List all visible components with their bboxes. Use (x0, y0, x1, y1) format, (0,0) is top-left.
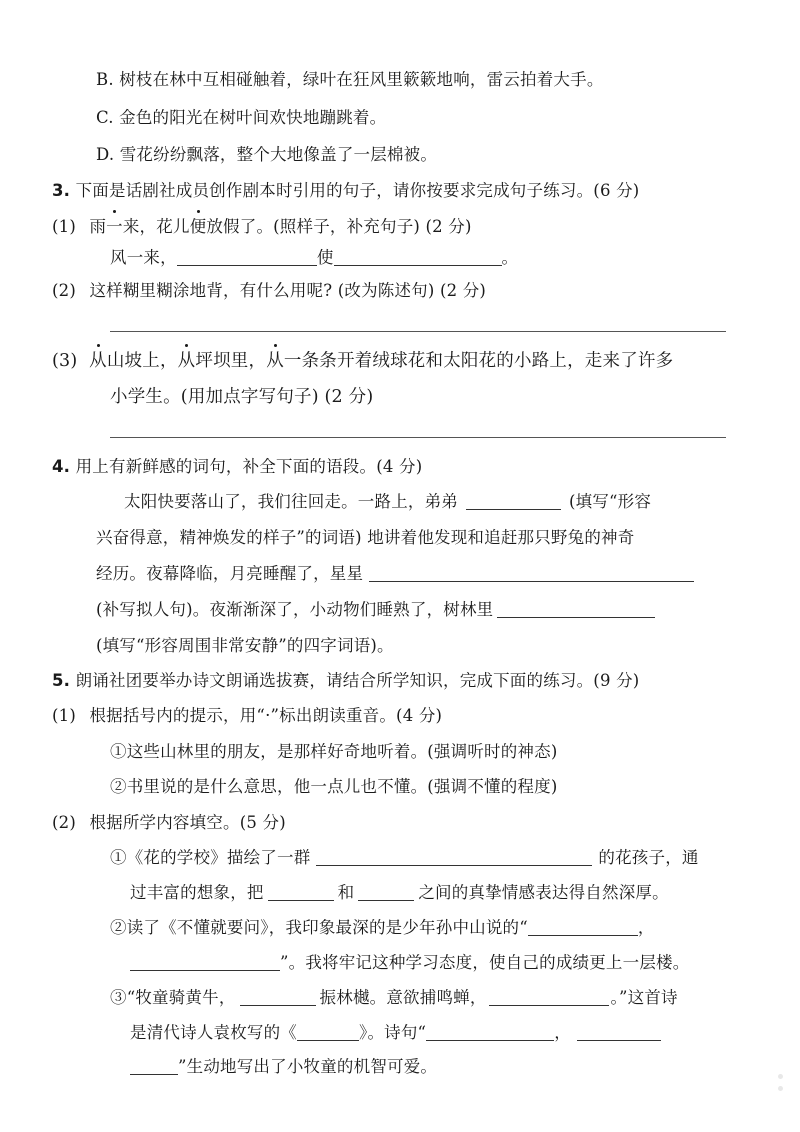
q5-fill1-text-e: 之间的真挚情感表达得自然深厚。 (418, 883, 669, 902)
q3-fill-mid: 使 (316, 248, 334, 267)
q3-sub2-label: (2) (52, 281, 76, 300)
q5-fill-2-line-1 (110, 917, 655, 939)
q4-passage-line-4 (96, 599, 655, 621)
emphasis-dot-bian: 便 (189, 217, 207, 236)
question-5-text: 朗诵社团要举办诗文朗诵选拔赛，请结合所学知识，完成下面的练习。(9 分) (75, 671, 640, 690)
q5-fill3-text-a: ③“牧童骑黄牛， (110, 988, 236, 1007)
answer-blank-q3-1b[interactable] (334, 249, 502, 266)
scan-mark (778, 1086, 783, 1091)
answer-blank-q5-6[interactable] (240, 989, 316, 1006)
answer-blank-q5-1[interactable] (316, 849, 592, 866)
q5-fill-1-line-1 (110, 847, 699, 869)
emphasis-dot-cong-1: 从 (89, 351, 107, 371)
answer-blank-q4-2[interactable] (369, 565, 694, 582)
q3-sub3 (52, 350, 673, 372)
q3-sub1-pre: 雨 (89, 217, 107, 236)
q5-part2-label: (2) (52, 813, 76, 832)
q4-passage-line-2: 兴奋得意，精神焕发的样子”的词语) 地讲着他发现和追赶那只野兔的神奇 (96, 528, 635, 547)
question-5-title (52, 670, 639, 692)
q4-line3-text: 经历。夜幕降临，月亮睡醒了，星星 (96, 564, 364, 583)
q5-part2-text: 根据所学内容填空。(5 分) (89, 813, 286, 832)
q5-fill2-text-b: ， (637, 918, 655, 937)
q4-line1-text: 太阳快要落山了，我们往回走。一路上，弟弟 (124, 492, 458, 511)
q5-fill1-text-c: 过丰富的想象，把 (130, 883, 264, 902)
answer-line-q3-3[interactable] (110, 437, 726, 438)
answer-blank-q5-9[interactable] (426, 1024, 554, 1041)
answer-blank-q4-1[interactable] (466, 493, 561, 510)
q3-sub3-text (89, 351, 673, 371)
q3-fill-prefix: 风一来， (110, 248, 177, 267)
answer-blank-q5-5[interactable] (130, 954, 280, 971)
answer-blank-q5-7[interactable] (489, 989, 609, 1006)
answer-blank-q5-3[interactable] (358, 884, 414, 901)
q5-fill1-text-b: 的花孩子，通 (598, 848, 699, 867)
q5-part1 (52, 705, 442, 727)
q4-line4-text: (补写拟人句)。夜渐渐深了，小动物们睡熟了，树林里 (96, 600, 494, 619)
q3-sub1-post: 放假了。(照样子，补充句子) (2 分) (206, 217, 472, 236)
question-4-title (52, 456, 422, 478)
q5-fill3-text-d: 是清代诗人袁枚写的《 (130, 1023, 297, 1042)
question-4-text: 用上有新鲜感的词句，补全下面的语段。(4 分) (75, 457, 423, 476)
q5-fill-3-line-3 (130, 1056, 437, 1078)
q5-fill3-text-f: ， (554, 1023, 571, 1042)
q4-passage-line-5: (填写“形容周围非常安静”的四字词语)。 (96, 636, 394, 655)
q3-sub1-fill-line (110, 247, 518, 269)
scan-mark (778, 1074, 783, 1079)
answer-blank-q5-10[interactable] (577, 1024, 661, 1041)
question-3-number: 3. (52, 181, 71, 200)
emphasis-dot-yi: 一 (106, 217, 123, 236)
q3-sub1-label: (1) (52, 217, 76, 236)
q5-fill-3-line-1 (110, 987, 678, 1009)
q5-fill2-text-c: ”。我将牢记这种学习态度，使自己的成绩更上一层楼。 (280, 953, 690, 972)
q5-fill-3-line-2 (130, 1022, 661, 1044)
q3-sub1 (52, 216, 472, 238)
emphasis-dot-cong-3: 从 (266, 351, 284, 371)
question-3-title (52, 180, 639, 202)
q3-sub2 (52, 280, 486, 302)
q3-sub3-part1: 山坡上， (106, 351, 178, 371)
q3-sub3-line2: 小学生。(用加点字写句子) (2 分) (110, 387, 374, 407)
emphasis-dot-cong-2: 从 (177, 351, 196, 371)
q4-passage-line-3 (96, 563, 694, 585)
answer-blank-q5-2[interactable] (268, 884, 334, 901)
q3-sub1-mid: 来，花儿 (122, 217, 190, 236)
q5-fill3-text-c: 。”这首诗 (610, 988, 678, 1007)
question-3-text: 下面是话剧社成员创作剧本时引用的句子，请你按要求完成句子练习。(6 分) (75, 181, 640, 200)
q5-fill-2-line-2 (130, 952, 689, 974)
q5-fill-1-line-2 (130, 882, 669, 904)
q4-line1-hint: (填写“形容 (569, 492, 652, 511)
q5-fill2-text-a: ②读了《不懂就要问》，我印象最深的是少年孙中山说的“ (110, 918, 528, 937)
q3-sub3-part3: 一条条开着绒球花和太阳花的小路上，走来了许多 (283, 351, 674, 371)
q5-fill1-text-d: 和 (337, 883, 355, 902)
answer-blank-q5-4[interactable] (528, 919, 638, 936)
answer-blank-q3-1a[interactable] (177, 249, 317, 266)
question-4-number: 4. (52, 457, 71, 476)
answer-blank-q5-11[interactable] (130, 1058, 178, 1075)
q4-passage-line-1 (124, 491, 651, 513)
option-c: C. 金色的阳光在树叶间欢快地蹦跳着。 (96, 108, 387, 127)
q5-fill3-text-e: 》。诗句“ (359, 1023, 427, 1042)
question-5-number: 5. (52, 671, 71, 690)
q5-part2 (52, 812, 286, 834)
q3-sub2-text: 这样糊里糊涂地背，有什么用呢? (改为陈述句) (2 分) (89, 281, 487, 300)
answer-blank-q5-8[interactable] (297, 1024, 359, 1041)
option-b: B. 树枝在林中互相碰触着，绿叶在狂风里簌簌地响，雷云拍着大手。 (96, 70, 604, 89)
q5-fill1-text-a: ①《花的学校》描绘了一群 (110, 848, 311, 867)
q3-sub3-part2: 坪坝里， (195, 351, 267, 371)
answer-blank-q4-3[interactable] (497, 601, 655, 618)
q3-sub1-sentence (89, 217, 471, 236)
q5-item-2: ②书里说的是什么意思，他一点儿也不懂。(强调不懂的程度) (110, 777, 558, 796)
q5-part1-label: (1) (52, 706, 76, 725)
q5-part1-text: 根据括号内的提示，用“·”标出朗读重音。(4 分) (89, 706, 443, 725)
q5-fill3-text-b: 振林樾。意欲捕鸣蝉， (319, 988, 487, 1007)
q5-item-1: ①这些山林里的朋友，是那样好奇地听着。(强调听时的神态) (110, 742, 558, 761)
q3-sub3-label: (3) (52, 351, 78, 371)
option-d: D. 雪花纷纷飘落，整个大地像盖了一层棉被。 (96, 145, 438, 164)
q3-fill-end: 。 (501, 248, 519, 267)
q5-fill3-text-g: ”生动地写出了小牧童的机智可爱。 (178, 1057, 438, 1076)
answer-line-q3-2[interactable] (110, 331, 726, 332)
